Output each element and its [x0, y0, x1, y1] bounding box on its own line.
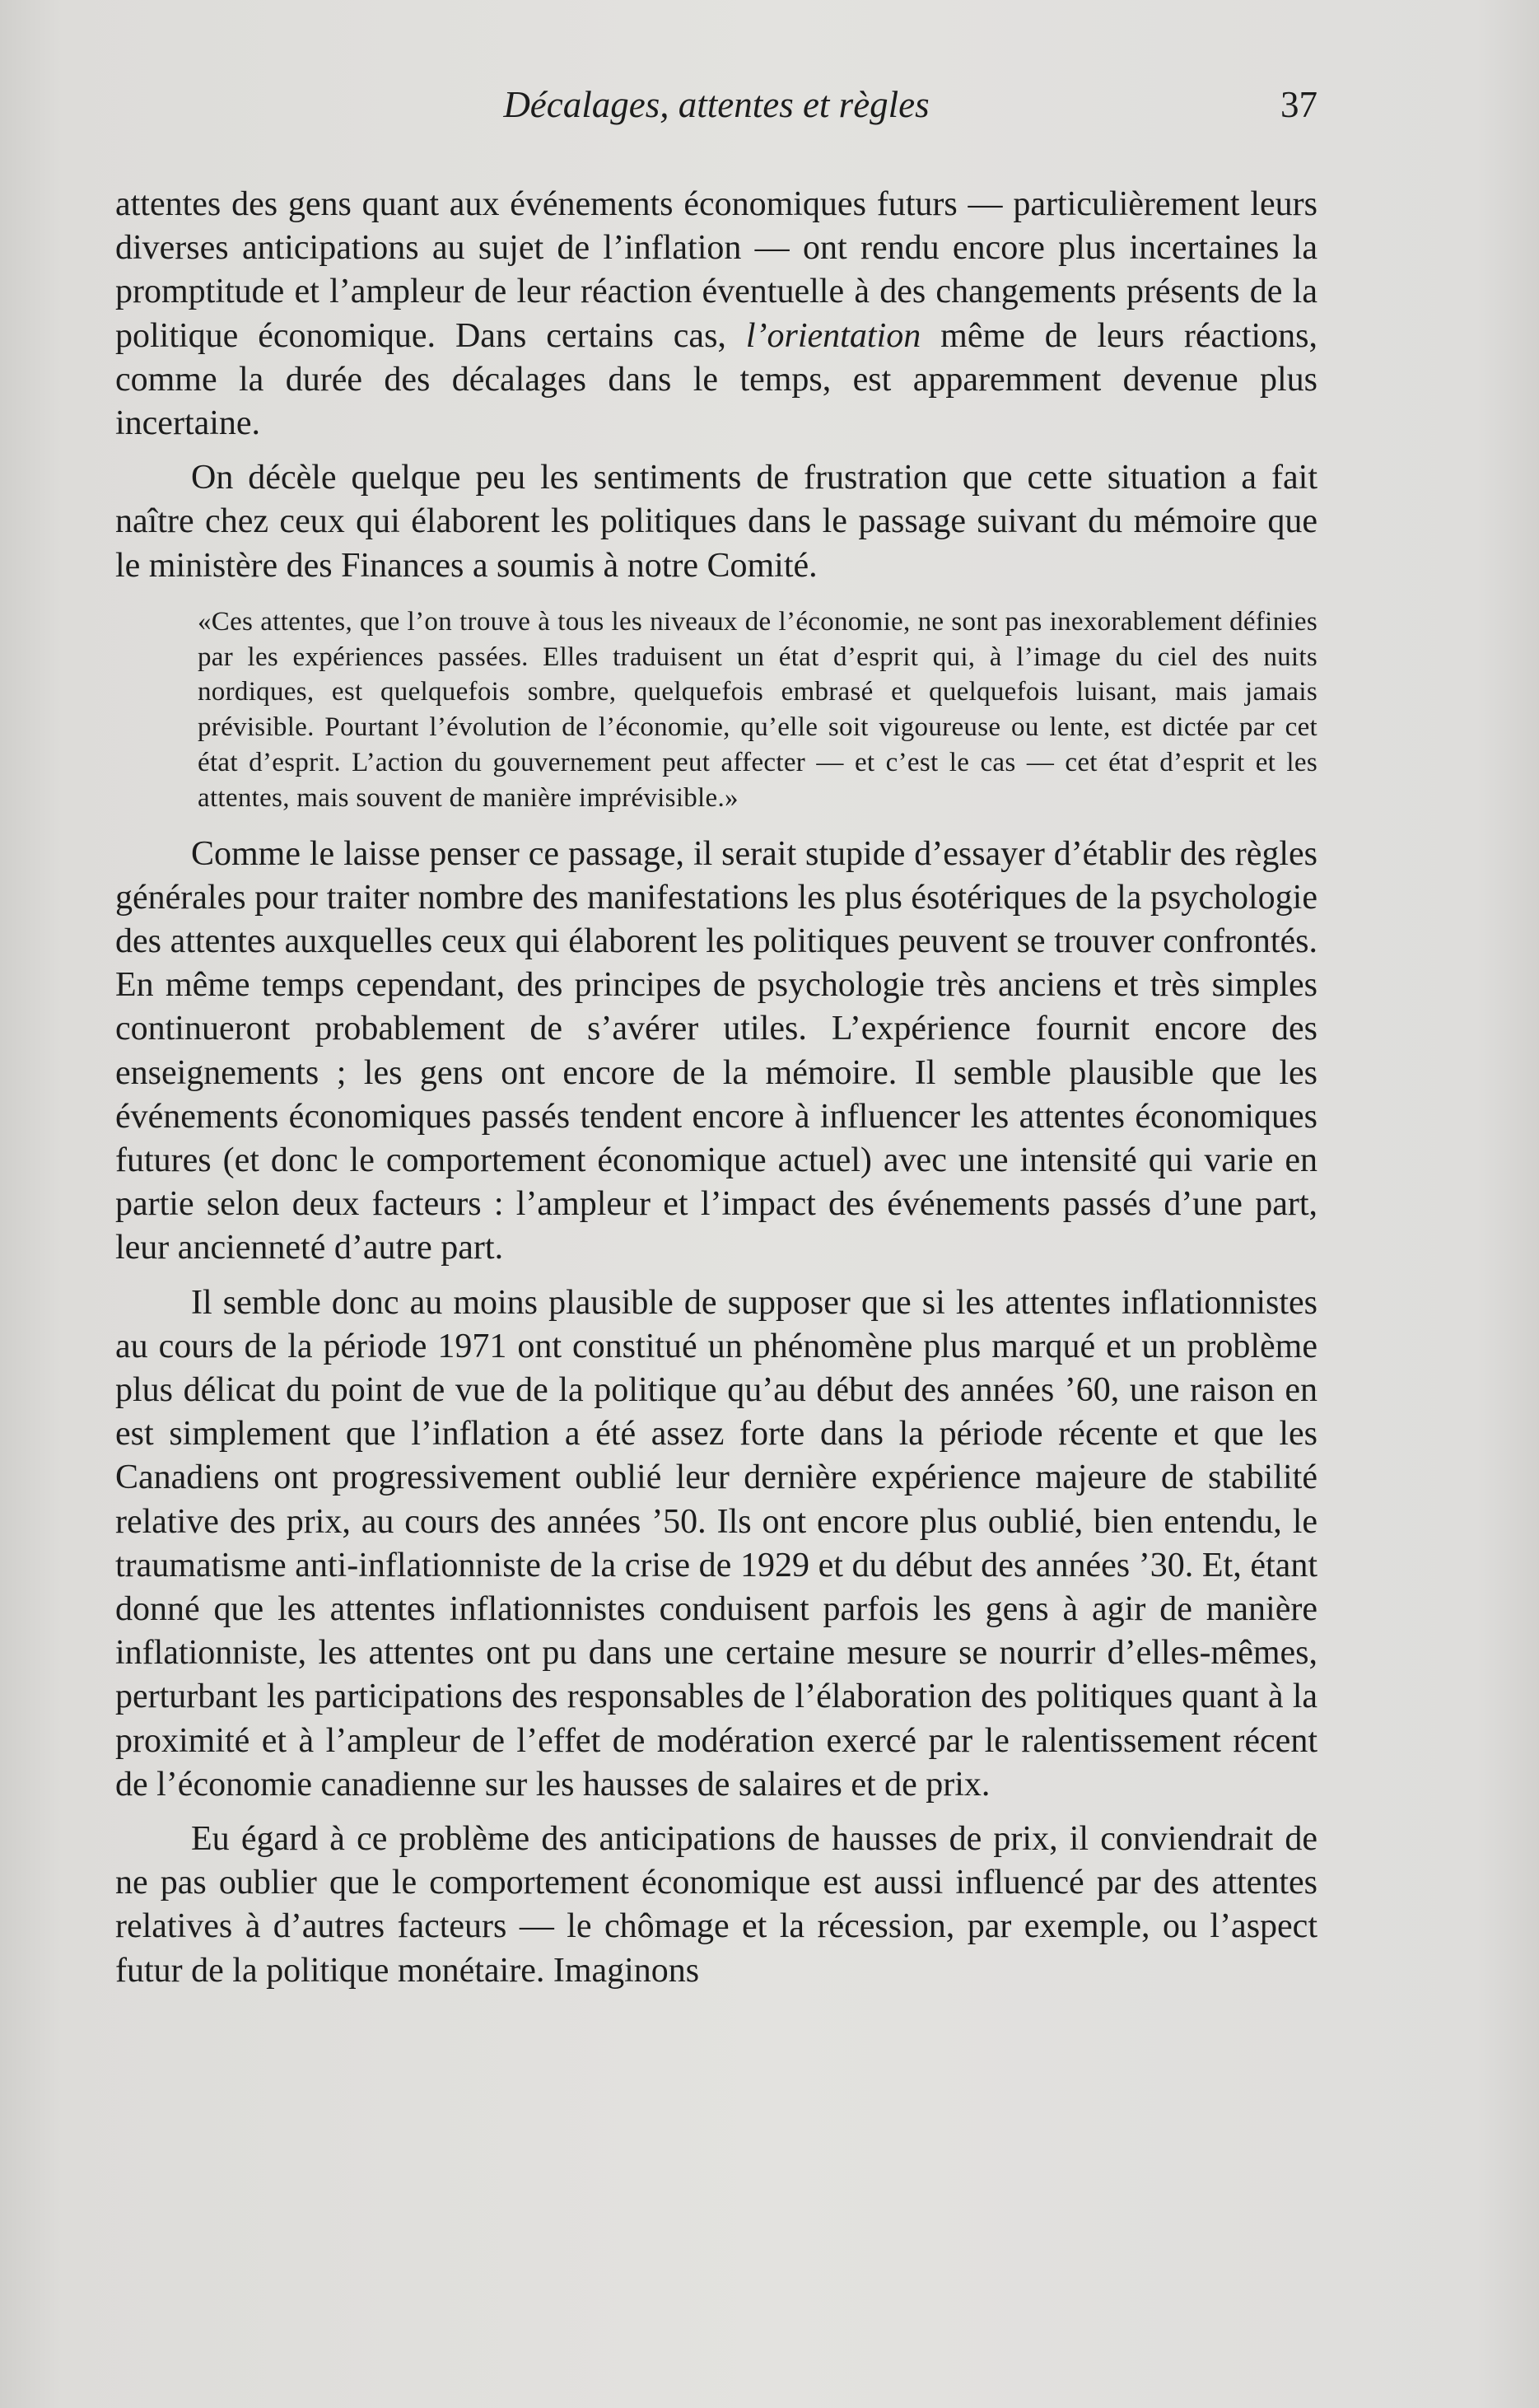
page-number: 37: [1280, 84, 1317, 125]
quote-text: «Ces attentes, que l’on trouve à tous les niveaux de l’économie, ne sont pas inexorablement définies par les expériences passées. Elles traduisent un état d’esprit qui, à l’image du ciel des nuits nordiques, est quelquefois sombre, quelquefois embrasé et quelquefois luisant, mais jamais prévisible. Pourtant l’évolution de l’économie, qu’elle soit vigoureuse ou lente, est dictée par cet état d’esprit. L’action du gouvernement peut affecter — et c’est le cas — cet état d’esprit et les attentes, mais souvent de manière imprévisible.»: [198, 606, 1317, 813]
paragraph: Il semble donc au moins plausible de supposer que si les attentes inflationnistes au cours de la période 1971 ont constitué un phénomène plus marqué et un problème plus délicat du point de vue de la politique qu’au début des années ’60, une raison en est simplement que l’inflation a été assez forte dans la période récente et que les Canadiens ont progressivement oublié leur dernière expérience majeure de stabilité relative des prix, au cours des années ’50. Ils ont encore plus oublié, bien entendu, le traumatisme anti-inflationniste de la crise de 1929 et du début des années ’30. Et, étant donné que les attentes inflationnistes conduisent parfois les gens à agir de manière inflationniste, les attentes ont pu dans une certaine mesure se nourrir d’elles-mêmes, perturbant les participations des responsables de l’élaboration des politiques quant à la proximité et à l’ampleur de l’effet de modération exercé par le ralentissement récent de l’économie canadienne sur les hausses de salaires et de prix.: [115, 1283, 1317, 1804]
paragraph: Comme le laisse penser ce passage, il serait stupide d’essayer d’établir des règles générales pour traiter nombre des manifestations les plus ésotériques de la psychologie des attentes auxquelles ceux qui élaborent les politiques peuvent se trouver confrontés. En même temps cependant, des principes de psychologie très anciens et très simples continueront probablement de s’avérer utiles. L’expérience fournit encore des enseignements ; les gens ont encore de la mémoire. Il semble plausible que les événements économiques passés tendent encore à influencer les attentes économiques futures (et donc le comportement économique actuel) avec une intensité qui varie en partie selon deux facteurs : l’ampleur et l’impact des événements passés d’une part, leur ancienneté d’autre part.: [115, 834, 1317, 1267]
emphasis-text: l’orientation: [745, 316, 921, 355]
running-title: Décalages, attentes et règles: [503, 84, 930, 125]
paragraph-text: même de leurs réactions, comme la durée des décalages dans le temps, est apparemment devenue plus incertaine.: [115, 316, 1317, 443]
block-quote: [115, 604, 1317, 816]
paragraph: On décèle quelque peu les sentiments de frustration que cette situation a fait naître chez ceux qui élaborent les politiques dans le passage suivant du mémoire que le ministère des Finances a soumis à notre Comité.: [115, 459, 1317, 585]
paragraph-text: attentes des gens quant aux événements économiques futurs — particulièrement leurs diverses anticipations au sujet de l’inflation — ont rendu encore plus incertaines la promptitude et l’ampleur de leur réaction éventuelle à des changements présents de la politique économique. Dans certains cas,: [115, 185, 1317, 355]
body-text: [115, 183, 1317, 1993]
paragraph: Eu égard à ce problème des anticipations de hausses de prix, il conviendrait de ne pas oublier que le comportement économique est aussi influencé par des attentes relatives à d’autres facteurs — le chômage et la récession, par exemple, ou l’aspect futur de la politique monétaire. Imaginons: [115, 1820, 1317, 1990]
page-header: [115, 76, 1317, 133]
paragraph-continuation: [115, 183, 1317, 446]
